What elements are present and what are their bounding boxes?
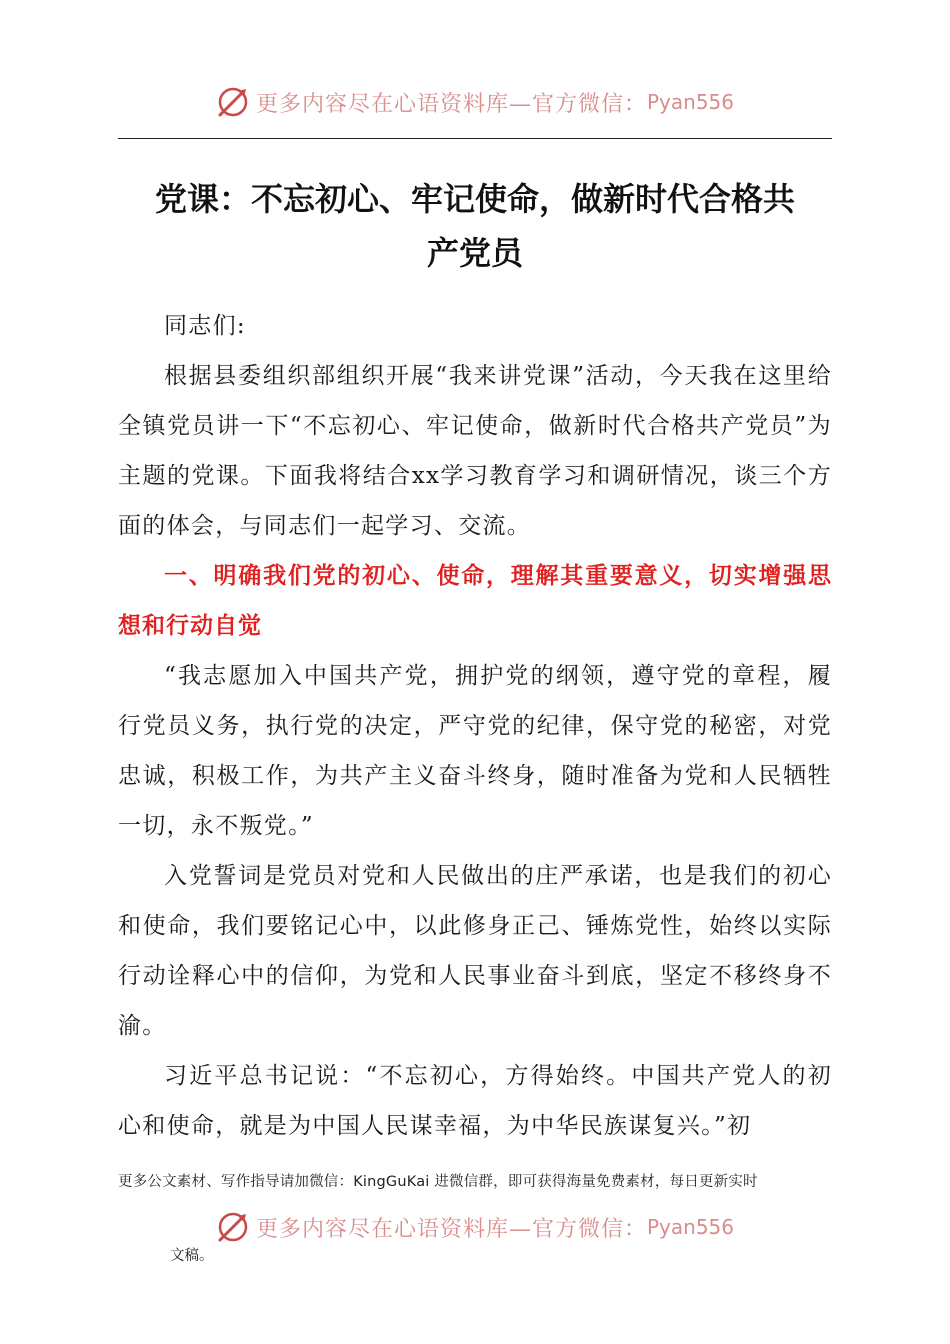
pen-circle-logo-icon <box>216 1210 250 1244</box>
section-heading: 一、明确我们党的初心、使命，理解其重要意义，切实增强思想和行动自觉 <box>118 563 832 639</box>
footer-note-continued: 文稿。 <box>170 1248 214 1264</box>
body-paragraph: 习近平总书记说：“不忘初心，方得始终。中国共产党人的初心和使命，就是为中国人民谋幸福，为中华民族谋复兴。”初 <box>118 1063 832 1139</box>
document-title <box>118 172 832 280</box>
body-paragraph: 入党誓词是党员对党和人民做出的庄严承诺，也是我们的初心和使命，我们要铭记心中，以此修身正己、锤炼党性，始终以实际行动诠释心中的信仰，为党和人民事业奋斗到底，坚定不移终身不渝。 <box>118 863 832 1039</box>
banner-text: 更多内容尽在心语资料库—官方微信： <box>255 91 647 117</box>
footer-banner <box>0 1207 950 1247</box>
banner-account: Pyan556 <box>647 90 735 114</box>
banner-text: 更多内容尽在心语资料库—官方微信： <box>255 1216 647 1242</box>
salutation: 同志们: <box>164 313 246 339</box>
header-banner <box>0 82 950 122</box>
title-line-1: 党课：不忘初心、牢记使命，做新时代合格共 <box>154 180 795 218</box>
document-body <box>118 301 832 1151</box>
pen-circle-logo-icon <box>216 85 250 119</box>
banner-account: Pyan556 <box>647 1215 735 1239</box>
body-paragraph: 根据县委组织部组织开展“我来讲党课”活动，今天我在这里给全镇党员讲一下“不忘初心、牢记使命，做新时代合格共产党员”为主题的党课。下面我将结合xx学习教育学习和调研情况，谈三个方面的体会，与同志们一起学习、交流。 <box>118 363 832 539</box>
footer-note: 更多公文素材、写作指导请加微信：KingGuKai 进微信群，即可获得海量免费素材，每日更新实时 <box>118 1174 758 1190</box>
body-paragraph: “我志愿加入中国共产党，拥护党的纲领，遵守党的章程，履行党员义务，执行党的决定，严守党的纪律，保守党的秘密，对党忠诚，积极工作，为共产主义奋斗终身，随时准备为党和人民牺牲一切，永不叛党。” <box>118 663 832 839</box>
header-rule <box>118 138 832 139</box>
title-line-2: 产党员 <box>426 234 523 272</box>
